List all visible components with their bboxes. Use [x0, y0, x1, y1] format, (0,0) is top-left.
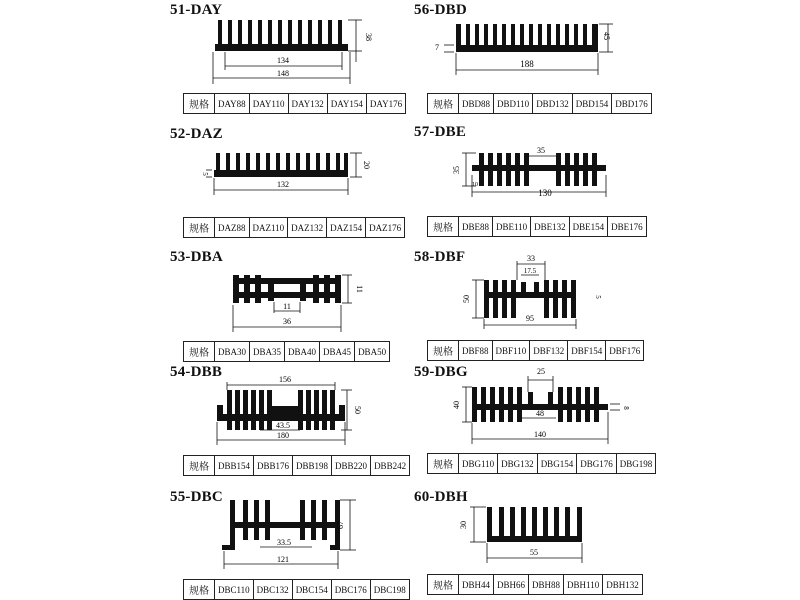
spec-cell: DBG176: [577, 454, 617, 474]
panel-title: 56-DBD: [414, 2, 467, 18]
panel-title: 57-DBE: [414, 124, 467, 140]
spec-cell: DAZ132: [288, 218, 327, 238]
spec-cell: DBE110: [493, 217, 531, 237]
dimension-label: 35: [537, 146, 545, 155]
fins: [218, 20, 342, 46]
spec-header: 规格: [428, 454, 459, 474]
spec-header: 规格: [184, 456, 215, 476]
spec-table: [427, 340, 644, 361]
panel-55-dbc: [0, 485, 406, 600]
spec-cell: DBG110: [459, 454, 498, 474]
spec-cell: DBH44: [459, 575, 494, 595]
spec-table: [183, 455, 410, 476]
heatsink-profile-drawing: [400, 245, 800, 345]
spec-cell: DBA50: [355, 342, 390, 362]
dimension-label: 134: [277, 56, 289, 65]
spec-cell: DBC176: [331, 580, 370, 600]
spec-cell: DBG132: [498, 454, 538, 474]
spec-header: 规格: [428, 94, 459, 114]
spec-cell: DBG154: [537, 454, 577, 474]
spec-table: [427, 574, 643, 595]
panel-title: 53-DBA: [170, 249, 223, 265]
spec-header: 规格: [428, 575, 459, 595]
dimension-label: 33.5: [277, 538, 291, 547]
dimension-label: 36: [283, 317, 291, 326]
spec-header: 规格: [184, 580, 215, 600]
spec-cell: DBD132: [533, 94, 573, 114]
profile: [487, 507, 582, 542]
dimension-label: 188: [520, 59, 534, 69]
panel-title: 58-DBF: [414, 249, 466, 265]
spec-cell: DAY88: [215, 94, 250, 114]
spec-cell: DBH110: [564, 575, 603, 595]
heatsink-profile-drawing: [400, 362, 800, 462]
dimension-label: 38: [364, 33, 373, 41]
dimension-label: 17.5: [523, 267, 537, 275]
dimension-label: 33: [527, 254, 535, 263]
spec-table: [183, 217, 405, 238]
spec-cell: DBH66: [494, 575, 529, 595]
spec-cell: DBD110: [494, 94, 533, 114]
panel-title: 55-DBC: [170, 489, 223, 505]
dimension-label: 95: [526, 314, 534, 323]
spec-cell: DBC110: [215, 580, 254, 600]
spec-cell: DAY176: [366, 94, 405, 114]
dimension-label: 55: [530, 548, 538, 557]
spec-cell: DBH88: [529, 575, 564, 595]
dimension-label: 45: [602, 32, 611, 40]
dimension-label: 25: [537, 367, 545, 376]
spec-cell: DBB220: [332, 456, 371, 476]
spec-table: [427, 453, 656, 474]
spec-cell: DBB198: [293, 456, 332, 476]
dimension-label: 48: [536, 409, 544, 418]
spec-cell: DBD154: [572, 94, 612, 114]
spec-table: [427, 93, 652, 114]
spec-cell: DBB154: [215, 456, 254, 476]
panel-title: 60-DBH: [414, 489, 468, 505]
spec-cell: DBA45: [320, 342, 355, 362]
heatsink-profile-drawing: [0, 120, 400, 220]
panel-51-day: [0, 0, 403, 120]
spec-header: 规格: [428, 217, 459, 237]
spec-table: [183, 93, 406, 114]
spec-cell: DBF132: [530, 341, 568, 361]
spec-cell: DAZ176: [366, 218, 405, 238]
dimension-label: 8: [622, 406, 630, 410]
spec-header: 规格: [184, 94, 215, 114]
dimension-label: 40: [452, 401, 461, 409]
dimension-label: 35: [452, 166, 461, 174]
spec-cell: DBE154: [569, 217, 608, 237]
dimension-label: 121: [277, 555, 289, 564]
spec-cell: DAZ154: [327, 218, 366, 238]
fins: [216, 153, 348, 172]
dimension-label: 5: [201, 172, 209, 176]
panel-57-dbe: [400, 120, 800, 240]
heatsink-profile-drawing: [0, 0, 400, 100]
panel-59-dbg: [400, 362, 800, 482]
profile: [456, 24, 598, 52]
heatsink-profile-drawing: [0, 485, 400, 585]
spec-header: 规格: [184, 342, 215, 362]
profile: [472, 153, 606, 186]
spec-cell: DBG198: [616, 454, 656, 474]
panel-54-dbb: [0, 362, 407, 482]
heatsink-profile-drawing: [400, 0, 800, 100]
panel-title: 54-DBB: [170, 364, 223, 380]
spec-cell: DBH132: [603, 575, 643, 595]
dimension-label: 7: [435, 43, 439, 52]
panel-title: 51-DAY: [170, 2, 223, 18]
dimension-label: 148: [277, 69, 289, 78]
spec-cell: DBC198: [370, 580, 409, 600]
dimension-label: 10: [472, 182, 478, 188]
heatsink-profile-drawing: [400, 120, 800, 220]
dimension-label: 156: [279, 375, 291, 384]
dimension-label: 67: [336, 521, 345, 529]
dimension-label: 20: [362, 161, 371, 169]
dimension-label: 50: [462, 295, 471, 303]
dimension-label: 180: [277, 431, 289, 440]
heatsink-profile-drawing: [0, 245, 400, 345]
spec-cell: DBF88: [459, 341, 493, 361]
profile: [484, 280, 576, 318]
panel-52-daz: [0, 120, 400, 240]
dimension-label: 50: [353, 406, 362, 414]
spec-cell: DBD88: [459, 94, 494, 114]
panel-title: 52-DAZ: [170, 126, 223, 142]
spec-cell: DBE176: [608, 217, 647, 237]
spec-cell: DBE88: [459, 217, 493, 237]
panel-53-dba: [0, 245, 400, 365]
spec-cell: DAY132: [288, 94, 327, 114]
dimension-label: 132: [277, 180, 289, 189]
spec-cell: DBC132: [253, 580, 292, 600]
spec-cell: DAZ88: [215, 218, 250, 238]
dimension-label: 5: [594, 295, 602, 299]
spec-cell: DAY154: [327, 94, 366, 114]
panel-60-dbh: [400, 485, 800, 600]
spec-cell: DBA35: [250, 342, 285, 362]
spec-header: 规格: [184, 218, 215, 238]
spec-cell: DBF110: [492, 341, 530, 361]
spec-cell: DBA40: [285, 342, 320, 362]
spec-cell: DBF154: [568, 341, 606, 361]
panel-title: 59-DBG: [414, 364, 468, 380]
heatsink-profile-drawing: [0, 362, 400, 462]
panel-56-dbd: [400, 0, 800, 120]
heatsink-profile-drawing: [400, 485, 800, 585]
spec-cell: DBF176: [606, 341, 644, 361]
spec-table: [183, 579, 410, 600]
spec-cell: DBB242: [371, 456, 410, 476]
dimension-label: 11: [283, 302, 291, 311]
spec-cell: DBD176: [612, 94, 652, 114]
spec-header: 规格: [428, 341, 459, 361]
spec-table: [183, 341, 390, 362]
spec-cell: DBC154: [292, 580, 331, 600]
dimension-label: 130: [538, 188, 552, 198]
panel-58-dbf: [400, 245, 800, 365]
spec-cell: DBA30: [215, 342, 250, 362]
dimension-label: 140: [534, 430, 546, 439]
profile: [233, 275, 341, 303]
dimension-label: 11: [355, 285, 364, 293]
spec-table: [427, 216, 647, 237]
spec-cell: DAZ110: [249, 218, 288, 238]
spec-cell: DBB176: [254, 456, 293, 476]
spec-cell: DBE132: [531, 217, 570, 237]
dimension-label: 30: [459, 521, 468, 529]
spec-cell: DAY110: [249, 94, 288, 114]
dimension-label: 43.5: [276, 421, 290, 430]
